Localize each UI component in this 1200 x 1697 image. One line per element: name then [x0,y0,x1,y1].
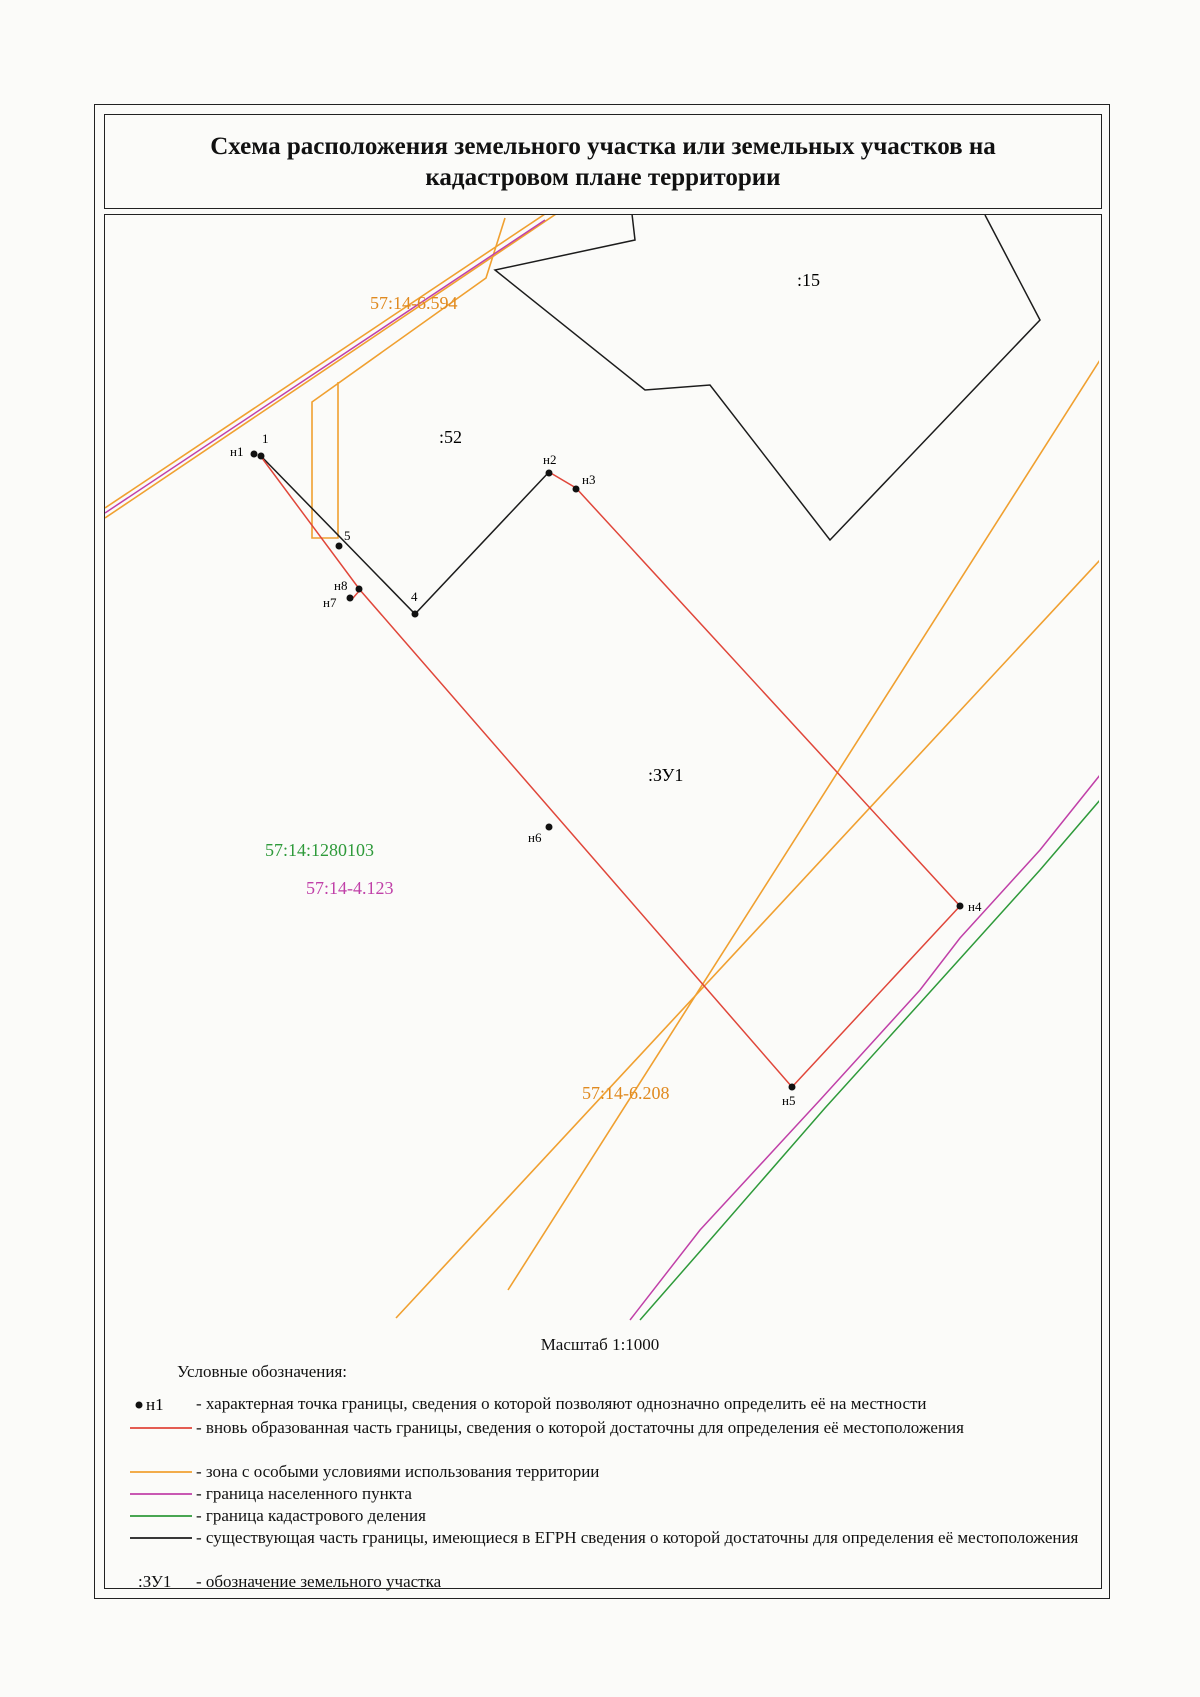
settlement-boundary-line [105,220,545,513]
map-scale: Масштаб 1:1000 [540,1335,660,1354]
red-line-icon [130,1418,194,1438]
point-label-n5: н5 [782,1093,796,1108]
point-label-1: 1 [262,431,269,446]
legend-symbol-text-n1: н1 [146,1395,164,1414]
settlement-label: 57:14-4.123 [306,878,394,898]
point-label-n8: н8 [334,578,348,593]
cadastral-division-line [640,800,1100,1320]
point-marker [412,611,419,618]
zone-label-594: 57:14-6.594 [370,293,458,313]
point-label-n7: н7 [323,595,337,610]
legend-text: - зона с особыми условиями использования территории [196,1462,600,1481]
black-line-icon [130,1528,194,1548]
point-marker [573,486,580,493]
legend-title: Условные обозначения: [177,1362,348,1381]
green-line-icon [130,1506,194,1526]
legend-text: - существующая часть границы, имеющиеся в ЕГРН сведения о которой достаточны для определения её местоположения [196,1528,1079,1547]
zone-boundary-line [396,560,1100,1318]
new-boundary-line [259,454,960,1087]
existing-boundary-parcel-52 [259,454,549,614]
point-marker [356,586,363,593]
settlement-boundary-line [630,775,1100,1320]
orange-line-icon [130,1462,194,1482]
point-label-5: 5 [344,528,351,543]
point-marker [546,824,553,831]
point-label-n6: н6 [528,830,542,845]
legend-text: - граница кадастрового деления [196,1506,426,1525]
zone-boundary-line [105,214,545,508]
legend-text: - обозначение земельного участка [196,1572,442,1591]
legend-text: - граница населенного пункта [196,1484,412,1503]
point-label-n1: н1 [230,444,244,459]
zone-label-208: 57:14-6.208 [582,1083,670,1103]
point-label-n2: н2 [543,452,557,467]
cadastral-block-label: 57:14:1280103 [265,840,375,860]
document-title: Схема расположения земельного участка или земельных участков на кадастровом плане территории [210,132,996,191]
point-label-n3: н3 [582,472,596,487]
legend-symbol-text-zu1: :ЗУ1 [138,1572,172,1591]
point-marker [251,451,258,458]
parcel-label-52: :52 [439,427,463,447]
legend-text: - вновь образованная часть границы, сведения о которой достаточны для определения её местоположения [196,1418,964,1437]
parcel-label-zu1: :ЗУ1 [648,765,684,785]
parcel-label-15: :15 [797,270,821,290]
magenta-line-icon [130,1484,194,1504]
zone-boundary-line [508,360,1100,1290]
legend-text: - характерная точка границы, сведения о которой позволяют однозначно определить её на местности [196,1394,927,1413]
point-marker [347,595,354,602]
point-marker-icon [130,1394,194,1414]
point-label-4: 4 [411,589,418,604]
point-marker [957,903,964,910]
point-marker [789,1084,796,1091]
boundary-points [251,451,964,1091]
point-label-n4: н4 [968,899,982,914]
point-marker [336,543,343,550]
point-marker [258,453,265,460]
zone-boundary-line [105,214,556,518]
point-marker [546,470,553,477]
